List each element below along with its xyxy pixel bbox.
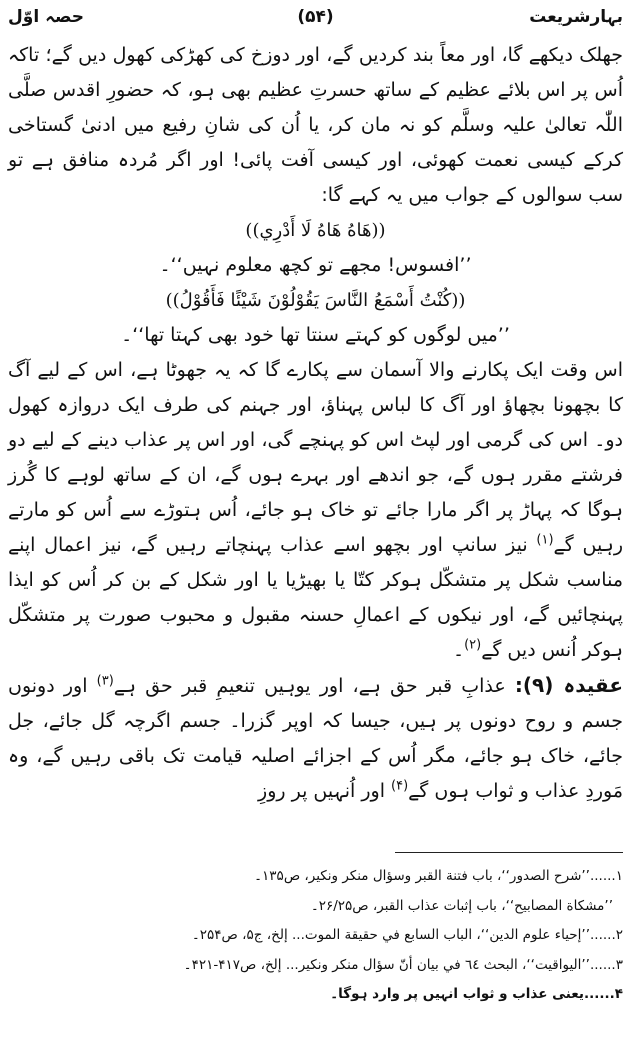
paragraph-text: عذابِ قبر حق ہے، اور یوہیں تنعیمِ قبر حق ہے	[113, 675, 515, 697]
paragraph-text: نیز سانپ اور بچھو اسے عذاب پہنچاتے رہیں گے، نیز اعمال اپنے مناسب شکل پر متشکّل ہوکر کتّا یا بھیڑیا یا اور شکل کے بن کر اُس کو ایذا پہنچائیں گے، اور نیکوں کے اعمالِ حسنہ مقبول و محبوب صورت پر متشکّل ہوکر اُنس دیں گے	[8, 534, 623, 661]
paragraph	[8, 353, 623, 668]
paragraph-text: اور دونوں جسم و روح دونوں پر ہیں، جیسا کہ اوپر گزرا۔ جسم اگرچہ گل جائے، جل جائے، خاک ہو جائے، مگر اُس کے اجزائے اصلیہ قیامت تک باقی رہیں گے، وہ مَوردِ عذاب و ثواب ہوں گے	[8, 675, 623, 802]
paragraph-text: ۔	[452, 639, 465, 661]
footnote: ’’مشكاة المصابيح‘‘، باب إثبات عذاب القبر، ص۲۶/۲۵۔	[310, 897, 613, 914]
footnote: ۳......’’اليواقيت‘‘، البحث ٦٤ في بيان أنّ سؤال منكر ونكير... إلخ، ص۴۱۷-۴۲۱۔	[183, 956, 623, 973]
footnotes	[8, 862, 623, 1010]
footnote-ref: (۲)	[464, 637, 482, 653]
paragraph	[8, 668, 623, 809]
book-title: بہارشریعت	[529, 7, 623, 27]
footnote-ref: (۱)	[536, 532, 554, 548]
page-header	[8, 4, 623, 34]
arabic-quote: ((هَاهُ هَاهُ لَا أَدْرِي))	[245, 220, 386, 241]
main-text	[8, 38, 623, 809]
footnote-ref: (۴)	[391, 778, 409, 794]
footnote: ۴......یعنی عذاب و ثواب انہیں پر وارد ہوگا۔	[330, 986, 623, 1002]
urdu-translation: ’’میں لوگوں کو کہتے سنتا تھا خود بھی کہتا تھا‘‘۔	[121, 324, 510, 346]
footnote: ۱......’’شرح الصدور‘‘، باب فتنة القبر وسؤال منكر ونكير، ص۱۳۵۔	[254, 868, 623, 884]
section-label: حصہ اوّل	[8, 7, 85, 27]
arabic-quote: ((كُنْتُ أَسْمَعُ النَّاسَ يَقُوْلُوْنَ شَيْئًا فَأَقُوْلُ))	[165, 290, 466, 311]
footnote-divider	[395, 852, 623, 853]
footnote-ref: (۳)	[96, 673, 114, 689]
footnote: ۲......’’إحياء علوم الدين‘‘، الباب السابع في حقيقة الموت... إلخ، ج۵، ص۲۵۴۔	[191, 927, 623, 943]
paragraph-text: اس وقت ایک پکارنے والا آسمان سے پکارے گا کہ یہ جھوٹا ہے، اس کے لیے آگ کا بچھونا بچھاؤ اور آگ کا لباس پہناؤ، اور جہنم کی طرف ایک دروازہ کھول دو۔ اس کی گرمی اور لپٹ اس کو پہنچے گی، اور اس پر عذاب دینے کے لیے دو فرشتے مقرر ہوں گے، جو اندھے اور بہرے ہوں گے، ان کے ساتھ لوہے کا گُرز ہوگا کہ پہاڑ پر اگر مارا جائے تو خاک ہو جائے، اُس ہتوڑے سے اُس کو مارتے رہیں گے	[8, 359, 623, 556]
paragraph: جھلک دیکھے گا، اور معاً بند کردیں گے، اور دوزخ کی کھڑکی کھول دیں گے؛ تاکہ اُس پر اس بلائے عظیم کے ساتھ حسرتِ عظیم بھی ہو، کہ حضورِ اقدس صلَّی اللّٰہ تعالیٰ علیہ وسلَّم کو نہ مان کر، یا اُن کی شانِ رفیع میں ادنیٰ گستاخی کرکے کیسی نعمت کھوئی، اور کیسی آفت پائی! اور اگر مُردہ منافق ہے تو سب سوالوں کے جواب میں یہ کہے گا:	[8, 44, 623, 206]
urdu-translation: ’’افسوس! مجھے تو کچھ معلوم نہیں‘‘۔	[159, 254, 472, 276]
paragraph-text: اور اُنہیں پر روزِ	[258, 780, 392, 802]
page-number: (۵۴)	[297, 7, 334, 27]
aqeeda-heading: عقیدہ (۹):	[514, 673, 623, 697]
